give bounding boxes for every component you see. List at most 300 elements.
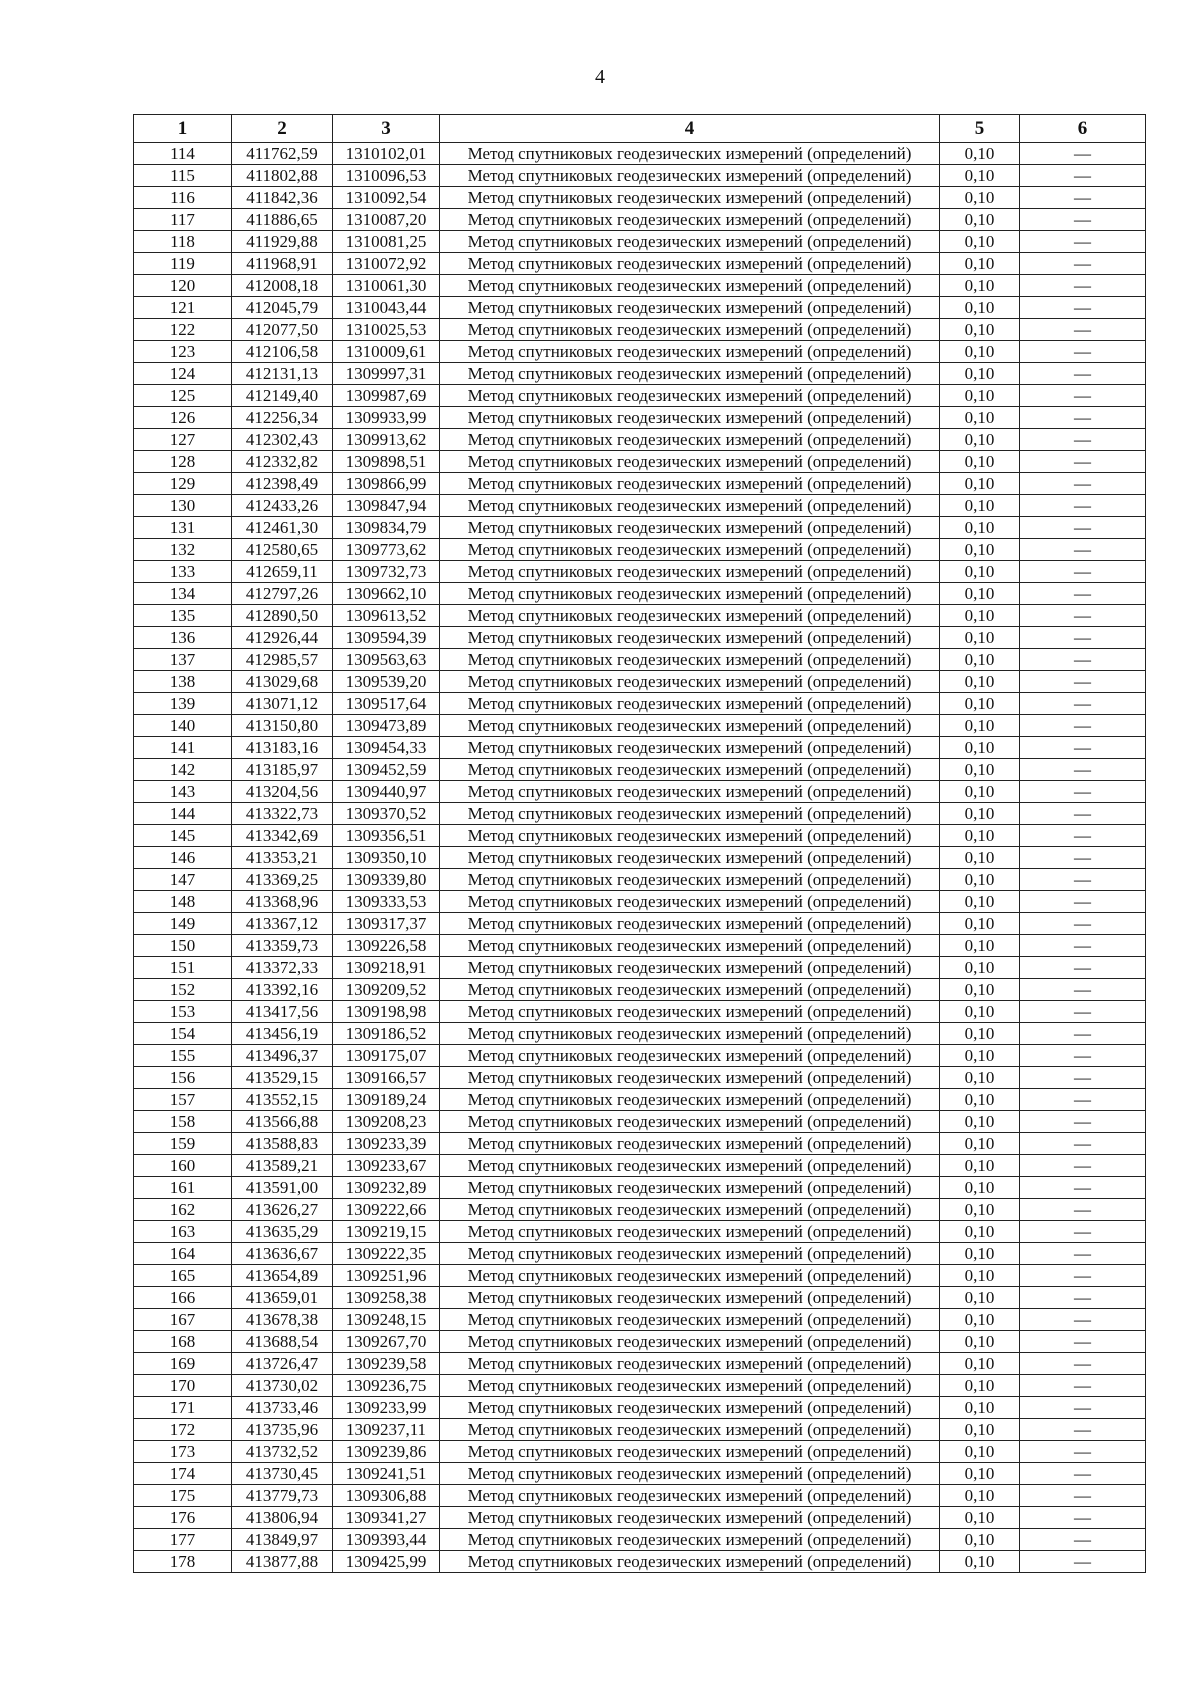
- cell-precision: 0,10: [940, 1023, 1020, 1045]
- cell-point-number: 119: [134, 253, 232, 275]
- cell-point-number: 149: [134, 913, 232, 935]
- table-row: [134, 495, 1146, 517]
- cell-method: Метод спутниковых геодезических измерений (определений): [440, 495, 940, 517]
- cell-method: Метод спутниковых геодезических измерений (определений): [440, 297, 940, 319]
- cell-note: —: [1020, 1463, 1146, 1485]
- cell-method: Метод спутниковых геодезических измерений (определений): [440, 341, 940, 363]
- cell-precision: 0,10: [940, 1485, 1020, 1507]
- cell-precision: 0,10: [940, 1463, 1020, 1485]
- table-row: [134, 1309, 1146, 1331]
- cell-y-coordinate: 1309233,99: [333, 1397, 440, 1419]
- cell-method: Метод спутниковых геодезических измерений (определений): [440, 561, 940, 583]
- cell-method: Метод спутниковых геодезических измерений (определений): [440, 1485, 940, 1507]
- cell-point-number: 145: [134, 825, 232, 847]
- cell-point-number: 128: [134, 451, 232, 473]
- cell-precision: 0,10: [940, 869, 1020, 891]
- cell-x-coordinate: 413726,47: [232, 1353, 333, 1375]
- cell-x-coordinate: 412332,82: [232, 451, 333, 473]
- cell-x-coordinate: 411842,36: [232, 187, 333, 209]
- cell-method: Метод спутниковых геодезических измерений (определений): [440, 1529, 940, 1551]
- cell-precision: 0,10: [940, 1419, 1020, 1441]
- cell-point-number: 130: [134, 495, 232, 517]
- column-header-y: 3: [333, 115, 440, 143]
- cell-method: Метод спутниковых геодезических измерений (определений): [440, 1287, 940, 1309]
- cell-note: —: [1020, 517, 1146, 539]
- cell-point-number: 151: [134, 957, 232, 979]
- cell-y-coordinate: 1309613,52: [333, 605, 440, 627]
- table-row: [134, 1067, 1146, 1089]
- cell-note: —: [1020, 363, 1146, 385]
- table-row: [134, 957, 1146, 979]
- cell-x-coordinate: 413183,16: [232, 737, 333, 759]
- table-row: [134, 231, 1146, 253]
- cell-y-coordinate: 1309222,66: [333, 1199, 440, 1221]
- table-row: [134, 737, 1146, 759]
- cell-y-coordinate: 1309662,10: [333, 583, 440, 605]
- table-row: [134, 253, 1146, 275]
- cell-precision: 0,10: [940, 1287, 1020, 1309]
- cell-precision: 0,10: [940, 627, 1020, 649]
- cell-y-coordinate: 1309251,96: [333, 1265, 440, 1287]
- cell-method: Метод спутниковых геодезических измерений (определений): [440, 1045, 940, 1067]
- cell-note: —: [1020, 1221, 1146, 1243]
- cell-note: —: [1020, 583, 1146, 605]
- cell-precision: 0,10: [940, 1397, 1020, 1419]
- table-row: [134, 561, 1146, 583]
- cell-note: —: [1020, 297, 1146, 319]
- cell-y-coordinate: 1310072,92: [333, 253, 440, 275]
- cell-x-coordinate: 413529,15: [232, 1067, 333, 1089]
- cell-method: Метод спутниковых геодезических измерений (определений): [440, 1067, 940, 1089]
- cell-note: —: [1020, 1089, 1146, 1111]
- table-row: [134, 451, 1146, 473]
- cell-x-coordinate: 413654,89: [232, 1265, 333, 1287]
- cell-note: —: [1020, 451, 1146, 473]
- cell-note: —: [1020, 319, 1146, 341]
- cell-point-number: 157: [134, 1089, 232, 1111]
- cell-point-number: 171: [134, 1397, 232, 1419]
- table-row: [134, 1507, 1146, 1529]
- cell-y-coordinate: 1309425,99: [333, 1551, 440, 1573]
- cell-point-number: 148: [134, 891, 232, 913]
- column-header-method: 4: [440, 115, 940, 143]
- cell-precision: 0,10: [940, 1507, 1020, 1529]
- table-row: [134, 1089, 1146, 1111]
- cell-y-coordinate: 1310043,44: [333, 297, 440, 319]
- cell-x-coordinate: 413733,46: [232, 1397, 333, 1419]
- cell-note: —: [1020, 957, 1146, 979]
- cell-method: Метод спутниковых геодезических измерений (определений): [440, 1221, 940, 1243]
- table-row: [134, 539, 1146, 561]
- cell-precision: 0,10: [940, 407, 1020, 429]
- cell-precision: 0,10: [940, 231, 1020, 253]
- cell-y-coordinate: 1309317,37: [333, 913, 440, 935]
- cell-x-coordinate: 412256,34: [232, 407, 333, 429]
- table-row: [134, 209, 1146, 231]
- cell-point-number: 164: [134, 1243, 232, 1265]
- cell-note: —: [1020, 1331, 1146, 1353]
- table-row: [134, 517, 1146, 539]
- cell-note: —: [1020, 715, 1146, 737]
- cell-note: —: [1020, 473, 1146, 495]
- table-row: [134, 847, 1146, 869]
- cell-method: Метод спутниковых геодезических измерений (определений): [440, 1375, 940, 1397]
- cell-note: —: [1020, 1133, 1146, 1155]
- cell-point-number: 115: [134, 165, 232, 187]
- table-row: [134, 1265, 1146, 1287]
- table-row: [134, 979, 1146, 1001]
- cell-method: Метод спутниковых геодезических измерений (определений): [440, 1111, 940, 1133]
- table-row: [134, 187, 1146, 209]
- cell-x-coordinate: 412659,11: [232, 561, 333, 583]
- cell-note: —: [1020, 1397, 1146, 1419]
- cell-point-number: 129: [134, 473, 232, 495]
- cell-x-coordinate: 413185,97: [232, 759, 333, 781]
- cell-precision: 0,10: [940, 165, 1020, 187]
- cell-y-coordinate: 1309333,53: [333, 891, 440, 913]
- cell-y-coordinate: 1310061,30: [333, 275, 440, 297]
- cell-x-coordinate: 413029,68: [232, 671, 333, 693]
- cell-point-number: 114: [134, 143, 232, 165]
- cell-x-coordinate: 413588,83: [232, 1133, 333, 1155]
- cell-precision: 0,10: [940, 1067, 1020, 1089]
- column-header-x: 2: [232, 115, 333, 143]
- cell-y-coordinate: 1309834,79: [333, 517, 440, 539]
- cell-method: Метод спутниковых геодезических измерений (определений): [440, 913, 940, 935]
- cell-precision: 0,10: [940, 891, 1020, 913]
- cell-precision: 0,10: [940, 385, 1020, 407]
- table-row: [134, 1485, 1146, 1507]
- table-row: [134, 1001, 1146, 1023]
- cell-x-coordinate: 413626,27: [232, 1199, 333, 1221]
- cell-point-number: 132: [134, 539, 232, 561]
- cell-point-number: 134: [134, 583, 232, 605]
- cell-precision: 0,10: [940, 209, 1020, 231]
- cell-y-coordinate: 1309239,58: [333, 1353, 440, 1375]
- table-row: [134, 1287, 1146, 1309]
- cell-precision: 0,10: [940, 1265, 1020, 1287]
- cell-precision: 0,10: [940, 539, 1020, 561]
- cell-x-coordinate: 413591,00: [232, 1177, 333, 1199]
- cell-method: Метод спутниковых геодезических измерений (определений): [440, 473, 940, 495]
- cell-precision: 0,10: [940, 1133, 1020, 1155]
- cell-note: —: [1020, 1243, 1146, 1265]
- cell-note: —: [1020, 1199, 1146, 1221]
- table-row: [134, 891, 1146, 913]
- cell-method: Метод спутниковых геодезических измерений (определений): [440, 1133, 940, 1155]
- coordinates-table: [133, 114, 1146, 1573]
- table-row: [134, 693, 1146, 715]
- cell-note: —: [1020, 1551, 1146, 1573]
- cell-precision: 0,10: [940, 759, 1020, 781]
- cell-note: —: [1020, 671, 1146, 693]
- cell-method: Метод спутниковых геодезических измерений (определений): [440, 319, 940, 341]
- cell-y-coordinate: 1309866,99: [333, 473, 440, 495]
- cell-precision: 0,10: [940, 1155, 1020, 1177]
- cell-y-coordinate: 1309594,39: [333, 627, 440, 649]
- cell-precision: 0,10: [940, 1353, 1020, 1375]
- cell-note: —: [1020, 869, 1146, 891]
- cell-precision: 0,10: [940, 1309, 1020, 1331]
- cell-method: Метод спутниковых геодезических измерений (определений): [440, 627, 940, 649]
- cell-precision: 0,10: [940, 319, 1020, 341]
- cell-point-number: 127: [134, 429, 232, 451]
- cell-method: Метод спутниковых геодезических измерений (определений): [440, 1265, 940, 1287]
- cell-note: —: [1020, 495, 1146, 517]
- cell-method: Метод спутниковых геодезических измерений (определений): [440, 1551, 940, 1573]
- cell-y-coordinate: 1309350,10: [333, 847, 440, 869]
- cell-point-number: 141: [134, 737, 232, 759]
- cell-point-number: 177: [134, 1529, 232, 1551]
- cell-method: Метод спутниковых геодезических измерений (определений): [440, 1507, 940, 1529]
- cell-method: Метод спутниковых геодезических измерений (определений): [440, 1419, 940, 1441]
- cell-point-number: 162: [134, 1199, 232, 1221]
- cell-y-coordinate: 1309222,35: [333, 1243, 440, 1265]
- cell-y-coordinate: 1310092,54: [333, 187, 440, 209]
- table-row: [134, 1331, 1146, 1353]
- cell-method: Метод спутниковых геодезических измерений (определений): [440, 759, 940, 781]
- cell-x-coordinate: 412008,18: [232, 275, 333, 297]
- cell-precision: 0,10: [940, 297, 1020, 319]
- cell-note: —: [1020, 847, 1146, 869]
- cell-method: Метод спутниковых геодезических измерений (определений): [440, 715, 940, 737]
- cell-x-coordinate: 413659,01: [232, 1287, 333, 1309]
- cell-point-number: 116: [134, 187, 232, 209]
- cell-method: Метод спутниковых геодезических измерений (определений): [440, 957, 940, 979]
- table-row: [134, 1375, 1146, 1397]
- cell-method: Метод спутниковых геодезических измерений (определений): [440, 1243, 940, 1265]
- cell-note: —: [1020, 143, 1146, 165]
- table-row: [134, 385, 1146, 407]
- cell-point-number: 158: [134, 1111, 232, 1133]
- table-body: [134, 143, 1146, 1573]
- cell-note: —: [1020, 253, 1146, 275]
- cell-y-coordinate: 1309186,52: [333, 1023, 440, 1045]
- cell-y-coordinate: 1309208,23: [333, 1111, 440, 1133]
- cell-note: —: [1020, 737, 1146, 759]
- cell-note: —: [1020, 1001, 1146, 1023]
- cell-method: Метод спутниковых геодезических измерений (определений): [440, 407, 940, 429]
- cell-y-coordinate: 1309847,94: [333, 495, 440, 517]
- cell-point-number: 125: [134, 385, 232, 407]
- cell-precision: 0,10: [940, 1243, 1020, 1265]
- cell-y-coordinate: 1309175,07: [333, 1045, 440, 1067]
- cell-y-coordinate: 1309226,58: [333, 935, 440, 957]
- cell-y-coordinate: 1309341,27: [333, 1507, 440, 1529]
- table-row: [134, 781, 1146, 803]
- cell-method: Метод спутниковых геодезических измерений (определений): [440, 517, 940, 539]
- cell-note: —: [1020, 1507, 1146, 1529]
- cell-y-coordinate: 1309209,52: [333, 979, 440, 1001]
- cell-y-coordinate: 1309233,39: [333, 1133, 440, 1155]
- table-row: [134, 715, 1146, 737]
- cell-x-coordinate: 412985,57: [232, 649, 333, 671]
- cell-method: Метод спутниковых геодезических измерений (определений): [440, 385, 940, 407]
- cell-point-number: 170: [134, 1375, 232, 1397]
- table-row: [134, 1045, 1146, 1067]
- cell-point-number: 150: [134, 935, 232, 957]
- cell-y-coordinate: 1309563,63: [333, 649, 440, 671]
- cell-method: Метод спутниковых геодезических измерений (определений): [440, 737, 940, 759]
- cell-point-number: 143: [134, 781, 232, 803]
- table-row: [134, 1199, 1146, 1221]
- cell-x-coordinate: 412302,43: [232, 429, 333, 451]
- cell-method: Метод спутниковых геодезических измерений (определений): [440, 1397, 940, 1419]
- cell-note: —: [1020, 561, 1146, 583]
- cell-precision: 0,10: [940, 1221, 1020, 1243]
- cell-x-coordinate: 413678,38: [232, 1309, 333, 1331]
- cell-x-coordinate: 413730,02: [232, 1375, 333, 1397]
- cell-point-number: 124: [134, 363, 232, 385]
- cell-precision: 0,10: [940, 1177, 1020, 1199]
- cell-method: Метод спутниковых геодезических измерений (определений): [440, 231, 940, 253]
- cell-y-coordinate: 1309248,15: [333, 1309, 440, 1331]
- cell-method: Метод спутниковых геодезических измерений (определений): [440, 1199, 940, 1221]
- cell-method: Метод спутниковых геодезических измерений (определений): [440, 583, 940, 605]
- cell-note: —: [1020, 1177, 1146, 1199]
- cell-note: —: [1020, 891, 1146, 913]
- cell-x-coordinate: 413589,21: [232, 1155, 333, 1177]
- cell-method: Метод спутниковых геодезических измерений (определений): [440, 869, 940, 891]
- cell-x-coordinate: 413735,96: [232, 1419, 333, 1441]
- cell-x-coordinate: 412077,50: [232, 319, 333, 341]
- cell-note: —: [1020, 209, 1146, 231]
- cell-point-number: 178: [134, 1551, 232, 1573]
- cell-method: Метод спутниковых геодезических измерений (определений): [440, 209, 940, 231]
- cell-point-number: 133: [134, 561, 232, 583]
- cell-point-number: 126: [134, 407, 232, 429]
- cell-method: Метод спутниковых геодезических измерений (определений): [440, 1353, 940, 1375]
- table-row: [134, 913, 1146, 935]
- cell-precision: 0,10: [940, 1529, 1020, 1551]
- table-row: [134, 429, 1146, 451]
- cell-y-coordinate: 1309473,89: [333, 715, 440, 737]
- cell-method: Метод спутниковых геодезических измерений (определений): [440, 143, 940, 165]
- cell-point-number: 142: [134, 759, 232, 781]
- cell-method: Метод спутниковых геодезических измерений (определений): [440, 891, 940, 913]
- cell-precision: 0,10: [940, 935, 1020, 957]
- cell-precision: 0,10: [940, 913, 1020, 935]
- cell-y-coordinate: 1309218,91: [333, 957, 440, 979]
- table-header-row: [134, 115, 1146, 143]
- table-row: [134, 605, 1146, 627]
- table-row: [134, 341, 1146, 363]
- cell-y-coordinate: 1309539,20: [333, 671, 440, 693]
- table-row: [134, 1155, 1146, 1177]
- cell-precision: 0,10: [940, 715, 1020, 737]
- cell-note: —: [1020, 231, 1146, 253]
- cell-x-coordinate: 413367,12: [232, 913, 333, 935]
- cell-note: —: [1020, 1155, 1146, 1177]
- table-row: [134, 803, 1146, 825]
- table-row: [134, 1397, 1146, 1419]
- cell-note: —: [1020, 1023, 1146, 1045]
- cell-note: —: [1020, 539, 1146, 561]
- cell-x-coordinate: 412461,30: [232, 517, 333, 539]
- cell-point-number: 136: [134, 627, 232, 649]
- table-row: [134, 627, 1146, 649]
- table-row: [134, 1551, 1146, 1573]
- cell-point-number: 155: [134, 1045, 232, 1067]
- cell-note: —: [1020, 759, 1146, 781]
- cell-note: —: [1020, 935, 1146, 957]
- cell-y-coordinate: 1309306,88: [333, 1485, 440, 1507]
- cell-y-coordinate: 1310081,25: [333, 231, 440, 253]
- cell-precision: 0,10: [940, 187, 1020, 209]
- cell-y-coordinate: 1309232,89: [333, 1177, 440, 1199]
- cell-y-coordinate: 1309933,99: [333, 407, 440, 429]
- cell-precision: 0,10: [940, 825, 1020, 847]
- cell-method: Метод спутниковых геодезических измерений (определений): [440, 693, 940, 715]
- cell-x-coordinate: 411929,88: [232, 231, 333, 253]
- cell-x-coordinate: 413552,15: [232, 1089, 333, 1111]
- cell-point-number: 121: [134, 297, 232, 319]
- cell-x-coordinate: 412149,40: [232, 385, 333, 407]
- cell-note: —: [1020, 385, 1146, 407]
- table-row: [134, 1243, 1146, 1265]
- cell-y-coordinate: 1309732,73: [333, 561, 440, 583]
- cell-precision: 0,10: [940, 1375, 1020, 1397]
- cell-y-coordinate: 1309267,70: [333, 1331, 440, 1353]
- cell-x-coordinate: 413456,19: [232, 1023, 333, 1045]
- cell-y-coordinate: 1309258,38: [333, 1287, 440, 1309]
- cell-precision: 0,10: [940, 803, 1020, 825]
- cell-precision: 0,10: [940, 957, 1020, 979]
- cell-x-coordinate: 412926,44: [232, 627, 333, 649]
- cell-note: —: [1020, 1265, 1146, 1287]
- cell-x-coordinate: 413779,73: [232, 1485, 333, 1507]
- cell-y-coordinate: 1309219,15: [333, 1221, 440, 1243]
- cell-method: Метод спутниковых геодезических измерений (определений): [440, 539, 940, 561]
- cell-x-coordinate: 411886,65: [232, 209, 333, 231]
- cell-method: Метод спутниковых геодезических измерений (определений): [440, 187, 940, 209]
- cell-x-coordinate: 412131,13: [232, 363, 333, 385]
- cell-x-coordinate: 413806,94: [232, 1507, 333, 1529]
- cell-x-coordinate: 412890,50: [232, 605, 333, 627]
- cell-method: Метод спутниковых геодезических измерений (определений): [440, 803, 940, 825]
- cell-precision: 0,10: [940, 737, 1020, 759]
- table-row: [134, 165, 1146, 187]
- cell-method: Метод спутниковых геодезических измерений (определений): [440, 935, 940, 957]
- cell-x-coordinate: 411968,91: [232, 253, 333, 275]
- table-row: [134, 297, 1146, 319]
- cell-method: Метод спутниковых геодезических измерений (определений): [440, 1177, 940, 1199]
- cell-note: —: [1020, 187, 1146, 209]
- cell-x-coordinate: 411802,88: [232, 165, 333, 187]
- cell-note: —: [1020, 165, 1146, 187]
- table-row: [134, 1111, 1146, 1133]
- cell-precision: 0,10: [940, 275, 1020, 297]
- cell-note: —: [1020, 429, 1146, 451]
- cell-x-coordinate: 413730,45: [232, 1463, 333, 1485]
- cell-y-coordinate: 1310087,20: [333, 209, 440, 231]
- cell-point-number: 146: [134, 847, 232, 869]
- cell-x-coordinate: 413359,73: [232, 935, 333, 957]
- cell-note: —: [1020, 1353, 1146, 1375]
- cell-point-number: 173: [134, 1441, 232, 1463]
- table-row: [134, 473, 1146, 495]
- cell-point-number: 172: [134, 1419, 232, 1441]
- cell-x-coordinate: 412797,26: [232, 583, 333, 605]
- cell-x-coordinate: 413204,56: [232, 781, 333, 803]
- cell-method: Метод спутниковых геодезических измерений (определений): [440, 671, 940, 693]
- cell-y-coordinate: 1309987,69: [333, 385, 440, 407]
- cell-note: —: [1020, 1375, 1146, 1397]
- cell-y-coordinate: 1309239,86: [333, 1441, 440, 1463]
- table-row: [134, 1177, 1146, 1199]
- cell-y-coordinate: 1309237,11: [333, 1419, 440, 1441]
- table-row: [134, 649, 1146, 671]
